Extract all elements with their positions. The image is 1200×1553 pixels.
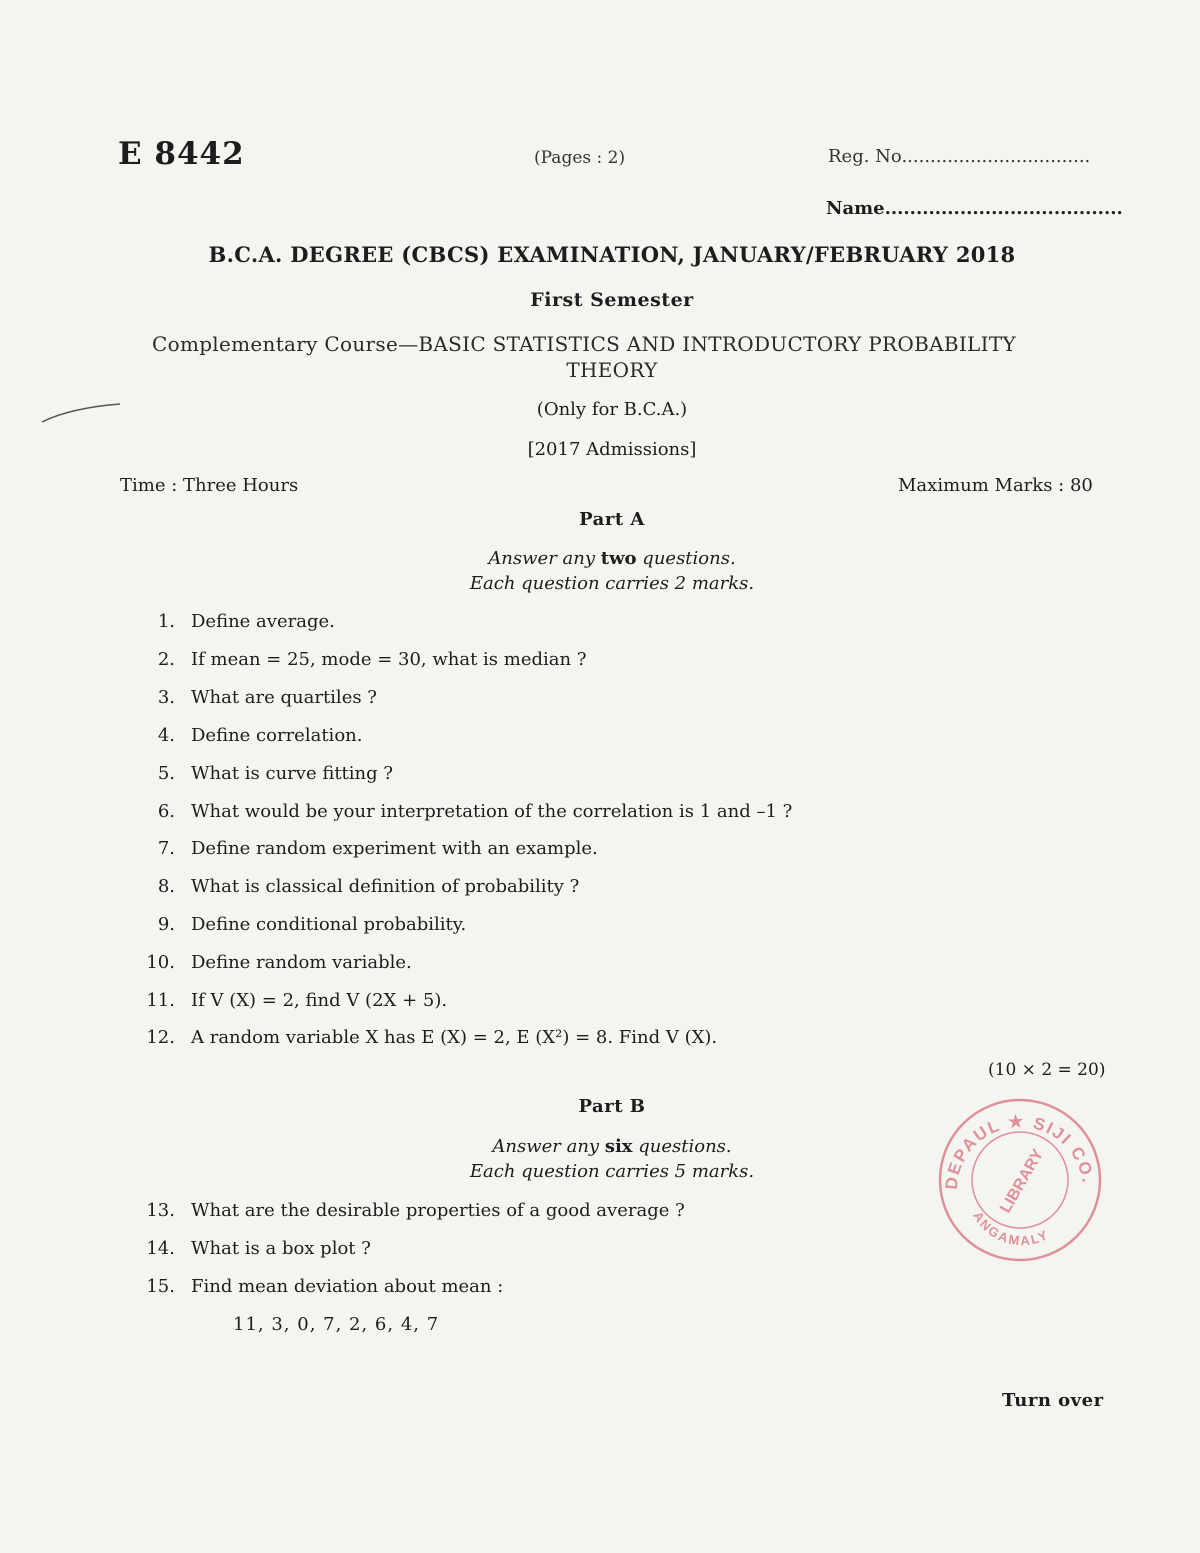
part-b-instruction-2: Each question carries 5 marks. [469, 1161, 755, 1182]
question-text: Define random variable. [191, 952, 412, 973]
question-number: 2. [157, 649, 175, 670]
stamp-top-text: DEPAUL ★ SIJI CO. [941, 1111, 1098, 1191]
part-a-marks: (10 × 2 = 20) [988, 1060, 1106, 1080]
question-text: What are quartiles ? [191, 687, 377, 708]
library-stamp [935, 1095, 1105, 1265]
question-text: What are the desirable properties of a good average ? [191, 1200, 685, 1221]
part-b-heading: Part B [578, 1096, 646, 1117]
admissions: [2017 Admissions] [527, 439, 697, 460]
question-text: Define conditional probability. [191, 914, 467, 935]
semester: First Semester [530, 289, 694, 311]
question-number: 1. [157, 611, 175, 632]
question-15-data: 11, 3, 0, 7, 2, 6, 4, 7 [233, 1314, 440, 1335]
part-a-instruction-2: Each question carries 2 marks. [469, 573, 755, 594]
question-text: Define random experiment with an example. [191, 838, 598, 859]
name-field: Name...................................... [826, 198, 1123, 219]
part-a-instruction-1: Answer any two questions. [488, 548, 736, 569]
maximum-marks: Maximum Marks : 80 [898, 475, 1093, 496]
part-b-instruction-1: Answer any six questions. [492, 1136, 732, 1157]
course-title-line2: THEORY [566, 358, 658, 382]
question-number: 9. [157, 914, 175, 935]
question-text: What is curve fitting ? [191, 763, 394, 784]
question-text: If V (X) = 2, find V (2X + 5). [191, 990, 448, 1011]
exam-title: B.C.A. DEGREE (CBCS) EXAMINATION, JANUARY/FEBRUARY 2018 [208, 242, 1016, 267]
question-number: 13. [146, 1200, 175, 1221]
exam-code: E 8442 [118, 136, 245, 172]
question-text: What would be your interpretation of the correlation is 1 and –1 ? [191, 801, 793, 822]
question-number: 11. [146, 990, 175, 1011]
only-for: (Only for B.C.A.) [536, 399, 688, 420]
question-text: Define correlation. [191, 725, 363, 746]
question-number: 6. [157, 801, 175, 822]
question-text: What is a box plot ? [191, 1238, 371, 1259]
question-text: Define average. [191, 611, 335, 632]
question-text: Find mean deviation about mean : [191, 1276, 504, 1297]
question-number: 4. [157, 725, 175, 746]
question-number: 14. [146, 1238, 175, 1259]
question-number: 7. [157, 838, 175, 859]
question-number: 8. [157, 876, 175, 897]
question-number: 12. [146, 1027, 175, 1048]
turn-over: Turn over [1002, 1390, 1104, 1411]
stamp-middle-text: LIBRARY [997, 1146, 1048, 1217]
question-number: 3. [157, 687, 175, 708]
stamp-bottom-text: ANGAMALY [970, 1208, 1052, 1249]
time-allowed: Time : Three Hours [120, 475, 299, 496]
pen-mark [40, 396, 130, 426]
question-number: 10. [146, 952, 175, 973]
question-text: A random variable X has E (X) = 2, E (X²) = 8. Find V (X). [191, 1027, 718, 1048]
question-number: 15. [146, 1276, 175, 1297]
question-number: 5. [157, 763, 175, 784]
part-a-heading: Part A [579, 509, 645, 530]
question-text: What is classical definition of probability ? [191, 876, 580, 897]
course-title-line1: Complementary Course—BASIC STATISTICS AND INTRODUCTORY PROBABILITY [152, 332, 1016, 356]
page-count: (Pages : 2) [534, 148, 626, 168]
question-text: If mean = 25, mode = 30, what is median ? [191, 649, 587, 670]
reg-no-field: Reg. No................................. [828, 146, 1091, 167]
